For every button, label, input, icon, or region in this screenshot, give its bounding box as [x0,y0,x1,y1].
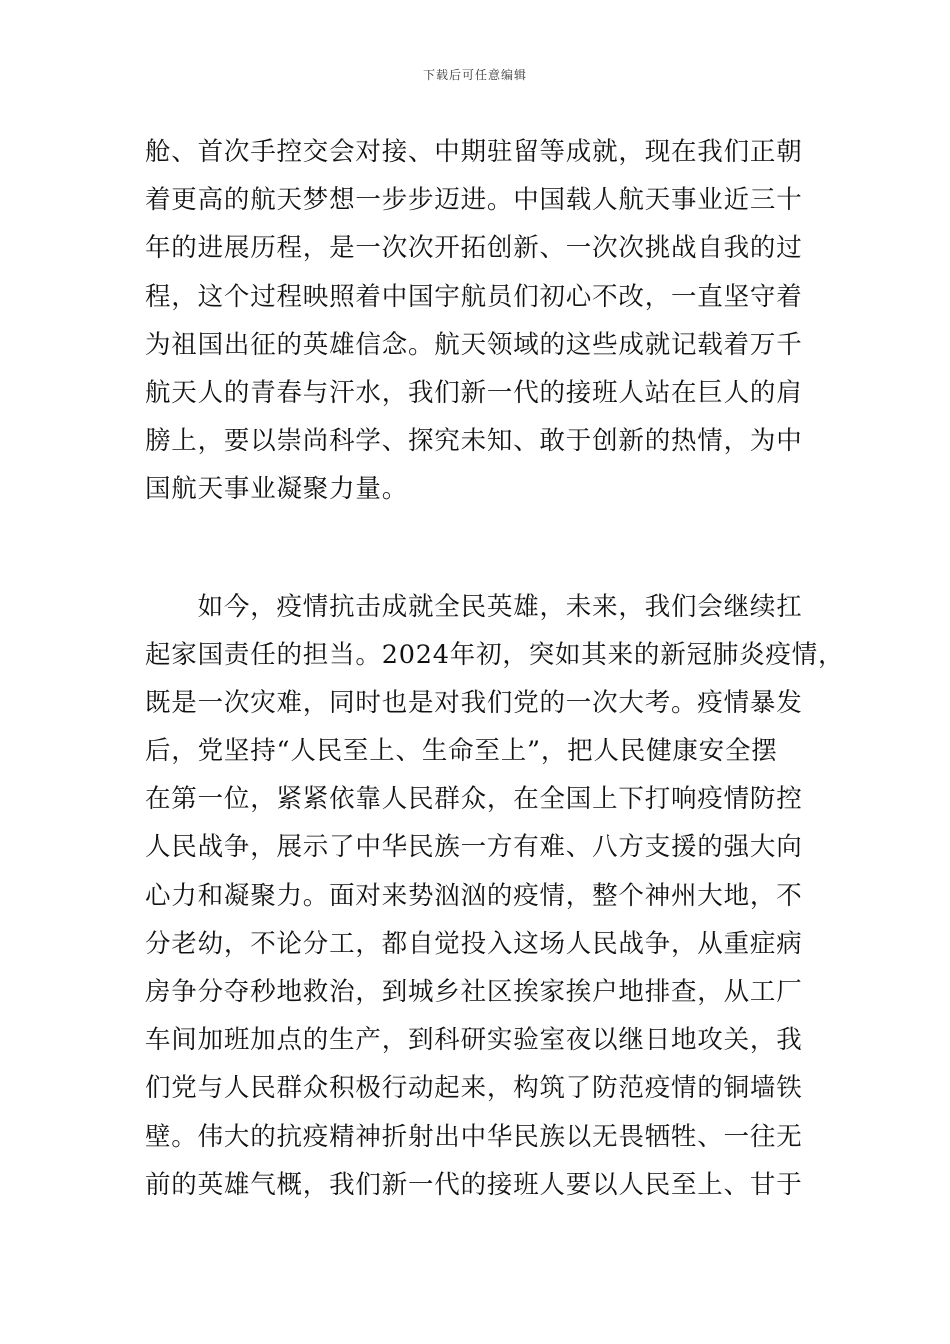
text-line: 在第一位，紧紧依靠人民群众，在全国上下打响疫情防控 [145,784,803,815]
paragraph-spacer [145,514,815,583]
paragraph-pandemic [145,583,845,1209]
text-line: 起家国责任的担当。2024年初，突如其来的新冠肺炎疫情， [145,639,845,670]
text-line: 着更高的航天梦想一步步迈进。中国载人航天事业近三十 [145,185,803,216]
paragraph-aerospace [145,128,815,514]
text-line: 心力和凝聚力。面对来势汹汹的疫情，整个神州大地，不 [145,880,803,911]
text-line: 膀上，要以崇尚科学、探究未知、敢于创新的热情，为中 [145,426,803,457]
text-line: 航天人的青春与汗水，我们新一代的接班人站在巨人的肩 [145,377,803,408]
text-line: 分老幼，不论分工，都自觉投入这场人民战争，从重症病 [145,928,803,959]
document-body [145,128,845,1209]
text-line: 既是一次灾难，同时也是对我们党的一次大考。疫情暴发 [145,687,803,718]
text-line: 为祖国出征的英雄信念。航天领域的这些成就记载着万千 [145,329,803,360]
text-line: 舱、首次手控交会对接、中期驻留等成就，现在我们正朝 [145,137,803,167]
page-header: 下载后可任意编辑 [422,68,527,82]
text-line: 人民战争，展示了中华民族一方有难、八方支援的强大向 [145,832,803,863]
text-line: 车间加班加点的生产，到科研实验室夜以继日地攻关，我 [145,1025,803,1056]
text-line: 房争分夺秒地救治，到城乡社区挨家挨户地排查，从工厂 [145,977,803,1007]
text-line: 如今，疫情抗击成就全民英雄，未来，我们会继续扛 [145,591,803,622]
text-line: 年的进展历程，是一次次开拓创新、一次次挑战自我的过 [145,233,803,264]
text-line: 们党与人民群众积极行动起来，构筑了防范疫情的铜墙铁 [145,1073,803,1104]
text-line: 壁。伟大的抗疫精神折射出中华民族以无畏牺牲、一往无 [145,1121,803,1152]
text-line: 国航天事业凝聚力量。 [145,474,409,505]
text-line: 前的英雄气概，我们新一代的接班人要以人民至上、甘于 [145,1169,803,1200]
text-line: 程，这个过程映照着中国宇航员们初心不改，一直坚守着 [145,281,803,312]
text-line: 后，党坚持“人民至上、生命至上”，把人民健康安全摆 [145,736,778,767]
